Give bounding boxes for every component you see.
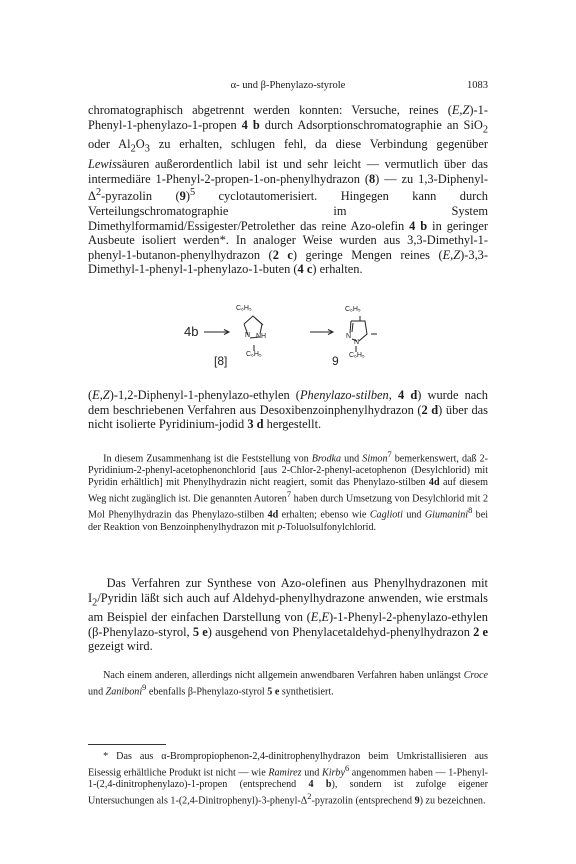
compound-ref: 4d (267, 509, 279, 521)
scheme-label-9: 9 (332, 354, 339, 368)
citation: 6 (344, 763, 350, 773)
small-print-1: In diesem Zusammenhang ist die Feststellung von Brodka und Simon$^7$ bemerkenswert, daß 2-Pyridinium-2-phenyl-acetophenonchlorid [aus 2-Chlor-2-phenyl-acetophenon (Desylchlorid) mit Pyridin erhältlich] mit Phenylhydrazin nicht reagiert, somit das Phenylazo-stilben 4d auf diesem Weg nicht zugänglich ist. Die genannten Autoren$^7$ haben durch Umsetzung von Desylchlorid mit 2 Mol Phenylhydrazin das Phenylazo-stilben 4d erhalten; ebenso wie Caglioti und Giumanini$^8$ bei der Reaktion von Benzoinphenylhydrazon mit p-Toluolsulfonylchlorid. (88, 450, 489, 533)
scheme-ph-9-bottom: C₆H₅ (349, 352, 365, 359)
compound-ref: 3 d (247, 417, 264, 431)
reaction-scheme (88, 302, 488, 378)
compound-ref: 4 d (397, 388, 418, 402)
small-print-2: Nach einem anderen, allerdings nicht allgemein anwendbaren Verfahren haben unlängst Croce und Zaniboni$^9$ ebenfalls β-Phenylazo-styrol 5 e synthetisiert. (88, 670, 488, 698)
footnote-rule (88, 744, 166, 745)
citation: 7 (286, 490, 292, 500)
scheme-ph-8-top: C₆H₅ (236, 305, 252, 312)
ring-9-carbon-chain (351, 321, 367, 341)
paragraph-1: chromatographisch abgetrennt werden konnten: Versuche, reines (E,Z)-1-Phenyl-1-phenylazo-1-propen 4 b durch Adsorptionschromatographie an SiO$_2$ oder $Al_2O_3$ zu erhalten, schlugen fehl, da diese Verbindung gegenüber Lewissäuren außerordentlich labil ist und sehr leicht — vermutlich über das intermediäre 1-Phenyl-2-propen-1-on-phenylhydrazon (8) — zu $1,3-Diphenyl-\Delta^2$-pyrazolin $(9)^5$ cyclotautomerisiert. Hingegen kann durch Verteilungschromatographie im System Dimethylformamid/Essigester/Petrolether das reine Azo-olefin 4 b in geringer Ausbeute isoliert werden*. In analoger Weise wurden aus 3,3-Dimethyl-1-phenyl-1-butanon-phenylhydrazon (2 c) geringe Mengen reines (E,Z)-3,3-Dimethyl-1-phenyl-1-phenylazo-1-buten (4 c) erhalten. (88, 103, 489, 277)
compound-ref: 8 (368, 171, 376, 186)
scheme-nh-8: NH (256, 333, 267, 340)
scheme-n-8: N (245, 332, 251, 339)
compound-ref: 9 (179, 189, 186, 204)
page-number: 1083 (467, 80, 488, 91)
scheme-ph-8-bottom: C₆H₅ (246, 351, 262, 358)
citation: 5 (189, 187, 196, 199)
ring-9-cn-bond (350, 321, 351, 333)
citation: 8 (468, 506, 473, 516)
compound-ref: 4 b (241, 117, 260, 132)
compound-ref: 5 e (267, 686, 280, 698)
ring-9-double-bond (352, 323, 353, 332)
compound-ref: 2 d (421, 402, 439, 417)
scheme-drawing (88, 302, 488, 378)
compound-ref: 5 e (192, 624, 208, 639)
compound-ref: 4 b (308, 779, 332, 791)
citation: 9 (142, 682, 147, 692)
scheme-label-4b: 4b (184, 324, 199, 339)
paragraph-2: (E,Z)-1,2-Diphenyl-1-phenylazo-ethylen (Phenylazo-stilben, 4 d) wurde nach dem beschriebenen Verfahren aus Desoxibenzoinphenylhydrazon (2 d) über das nicht isolierte Pyridinium-jodid 3 d hergestellt. (88, 388, 489, 431)
citation: 7 (387, 450, 392, 459)
compound-ref: 2 e (473, 624, 489, 639)
running-head-title: α- und β-Phenylazo-styrole (230, 80, 346, 91)
scheme-ph-9-top: C₆H₅ (345, 306, 361, 313)
running-head (88, 80, 488, 96)
compound-ref: 9 (414, 795, 420, 807)
scheme-n-9a: N (346, 333, 352, 340)
scheme-n-9b: N (354, 339, 360, 346)
footnote: * Das aus α-Brompropiophenon-2,4-dinitrophenylhydrazon beim Umkristallisieren aus Eisessig erhältliche Produkt ist nicht — wie Ramirez und Kirby$^6$ angenommen haben — 1-Phenyl-1-(2,4-dinitrophenylazo)-1-propen (entsprechend 4 b), sondern ist zufolge eigener Untersuchungen als $1-(2,4-Dinitrophenyl)-3-phenyl-\Delta^2$-pyrazolin (entsprechend 9) zu bezeichnen. (88, 751, 488, 807)
compound-ref: 4d (428, 477, 440, 489)
compound-ref: 4 b (409, 218, 428, 233)
compound-ref: 2 c (272, 247, 293, 262)
compound-ref: 4 c (297, 262, 313, 277)
paragraph-3: Das Verfahren zur Synthese von Azo-olefinen aus Phenylhydrazonen mit $I_2$/Pyridin läßt sich auch auf Aldehyd-phenylhydrazone anwenden, wie erstmals am Beispiel der einfachen Darstellung von (E,E)-1-Phenyl-2-phenylazo-ethylen (β-Phenylazo-styrol, 5 e) ausgehend von Phenylacetaldehyd-phenylhydrazon 2 e gezeigt wird. (88, 576, 489, 654)
ring-8-double-bond (255, 318, 263, 325)
scheme-label-8: [8] (214, 354, 228, 368)
